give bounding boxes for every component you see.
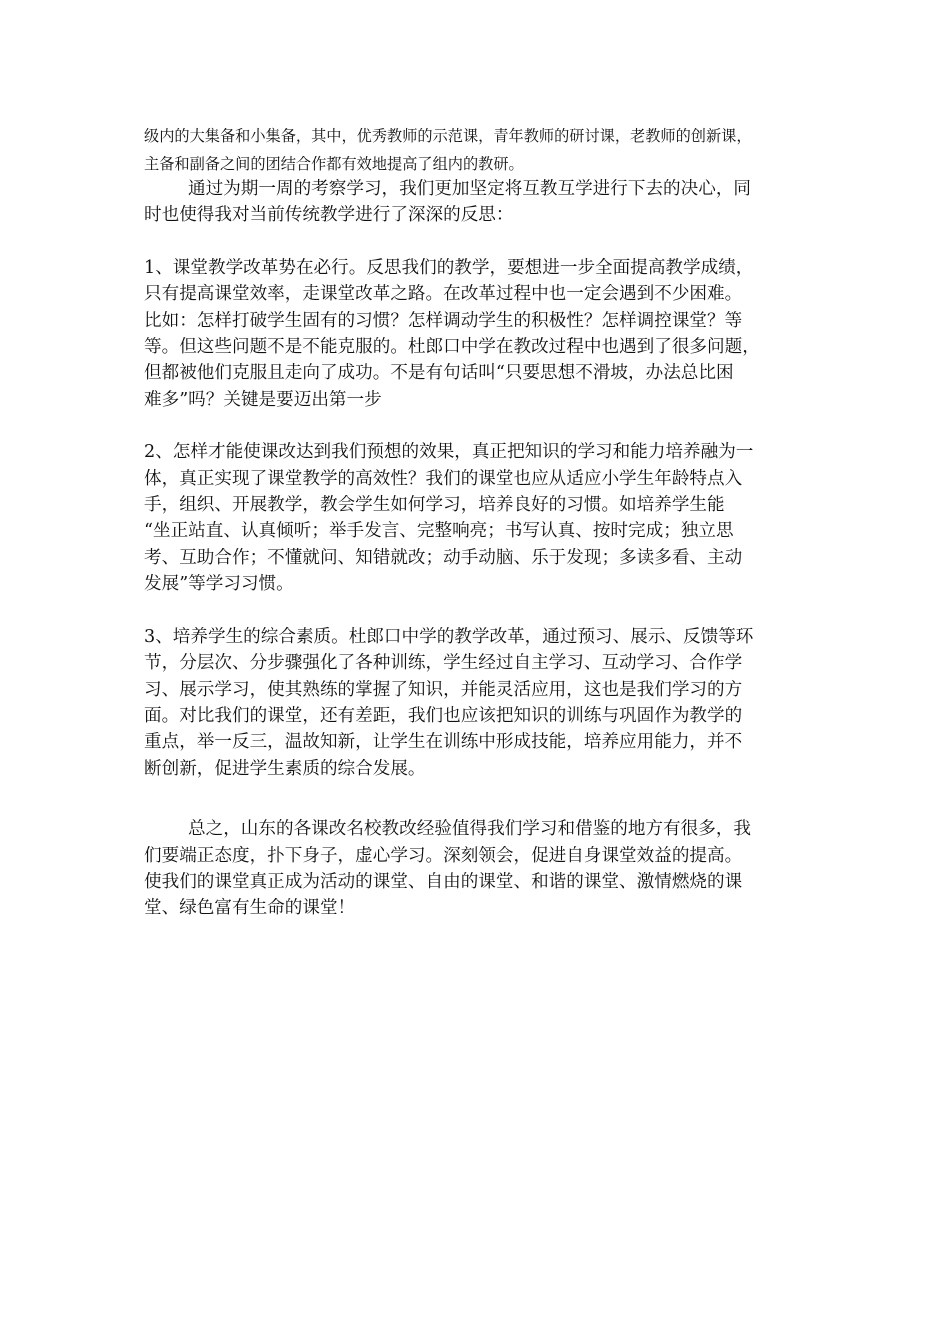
text-line: 1、课堂教学改革势在必行。反思我们的教学，要想进一步全面提高教学成绩， xyxy=(144,257,754,278)
text-line: 堂、绿色富有生命的课堂！ xyxy=(144,898,356,919)
text-line: 手，组织、开展教学，教会学生如何学习，培养良好的习惯。如培养学生能 xyxy=(144,495,725,516)
text-line: 习、展示学习，使其熟练的掌握了知识，并能灵活应用，这也是我们学习的方 xyxy=(144,679,743,700)
reflection-paragraph xyxy=(144,176,808,229)
text-line: “坐正站直、认真倾听；举手发言、完整响亮；书写认真、按时完成；独立思 xyxy=(144,521,734,542)
text-line: 只有提高课堂效率，走课堂改革之路。在改革过程中也一定会遇到不少困难。 xyxy=(144,284,743,305)
text-line: 面。对比我们的课堂，还有差距，我们也应该把知识的训练与巩固作为教学的 xyxy=(144,705,743,726)
point-1-paragraph xyxy=(144,255,808,413)
point-2-paragraph xyxy=(144,439,808,597)
text-line: 们要端正态度，扑下身子，虚心学习。深刻领会，促进自身课堂效益的提高。 xyxy=(144,845,743,866)
text-line: 体，真正实现了课堂教学的高效性？我们的课堂也应从适应小学生年龄特点入 xyxy=(144,468,743,489)
text-line: 考、互助合作；不懂就问、知错就改；动手动脑、乐于发现；多读多看、主动 xyxy=(144,547,743,568)
text-line: 2、怎样才能使课改达到我们预想的效果，真正把知识的学习和能力培养融为一 xyxy=(144,442,754,463)
intro-paragraph xyxy=(144,122,808,178)
text-line: 使我们的课堂真正成为活动的课堂、自由的课堂、和谐的课堂、激情燃烧的课 xyxy=(144,871,743,892)
text-line: 主备和副备之间的团结合作都有效地提高了组内的教研。 xyxy=(144,155,524,173)
text-line: 重点，举一反三，温故知新，让学生在训练中形成技能，培养应用能力，并不 xyxy=(144,732,743,753)
text-line: 断创新，促进学生素质的综合发展。 xyxy=(144,758,426,779)
text-line: 级内的大集备和小集备，其中，优秀教师的示范课，青年教师的研讨课，老教师的创新课， xyxy=(144,127,752,145)
text-line: 比如：怎样打破学生固有的习惯？怎样调动学生的积极性？怎样调控课堂？等 xyxy=(144,310,743,331)
text-line: 发展”等学习习惯。 xyxy=(144,574,294,595)
document-page xyxy=(144,122,808,922)
text-line: 总之，山东的各课改名校教改经验值得我们学习和借鉴的地方有很多，我 xyxy=(188,819,752,840)
text-line: 等。但这些问题不是不能克服的。杜郎口中学在教改过程中也遇到了很多问题， xyxy=(144,337,760,358)
text-line: 难多”吗？关键是要迈出第一步 xyxy=(144,389,382,410)
text-line: 时也使得我对当前传统教学进行了深深的反思： xyxy=(144,205,514,226)
point-3-paragraph xyxy=(144,624,808,782)
text-line: 通过为期一周的考察学习，我们更加坚定将互教互学进行下去的决心，同 xyxy=(188,179,752,199)
conclusion-paragraph xyxy=(144,816,808,922)
text-line: 节，分层次、分步骤强化了各种训练，学生经过自主学习、互动学习、合作学 xyxy=(144,653,743,674)
text-line: 3、培养学生的综合素质。杜郎口中学的教学改革，通过预习、展示、反馈等环 xyxy=(144,626,754,647)
text-line: 但都被他们克服且走向了成功。不是有句话叫“只要思想不滑坡，办法总比困 xyxy=(144,363,734,384)
